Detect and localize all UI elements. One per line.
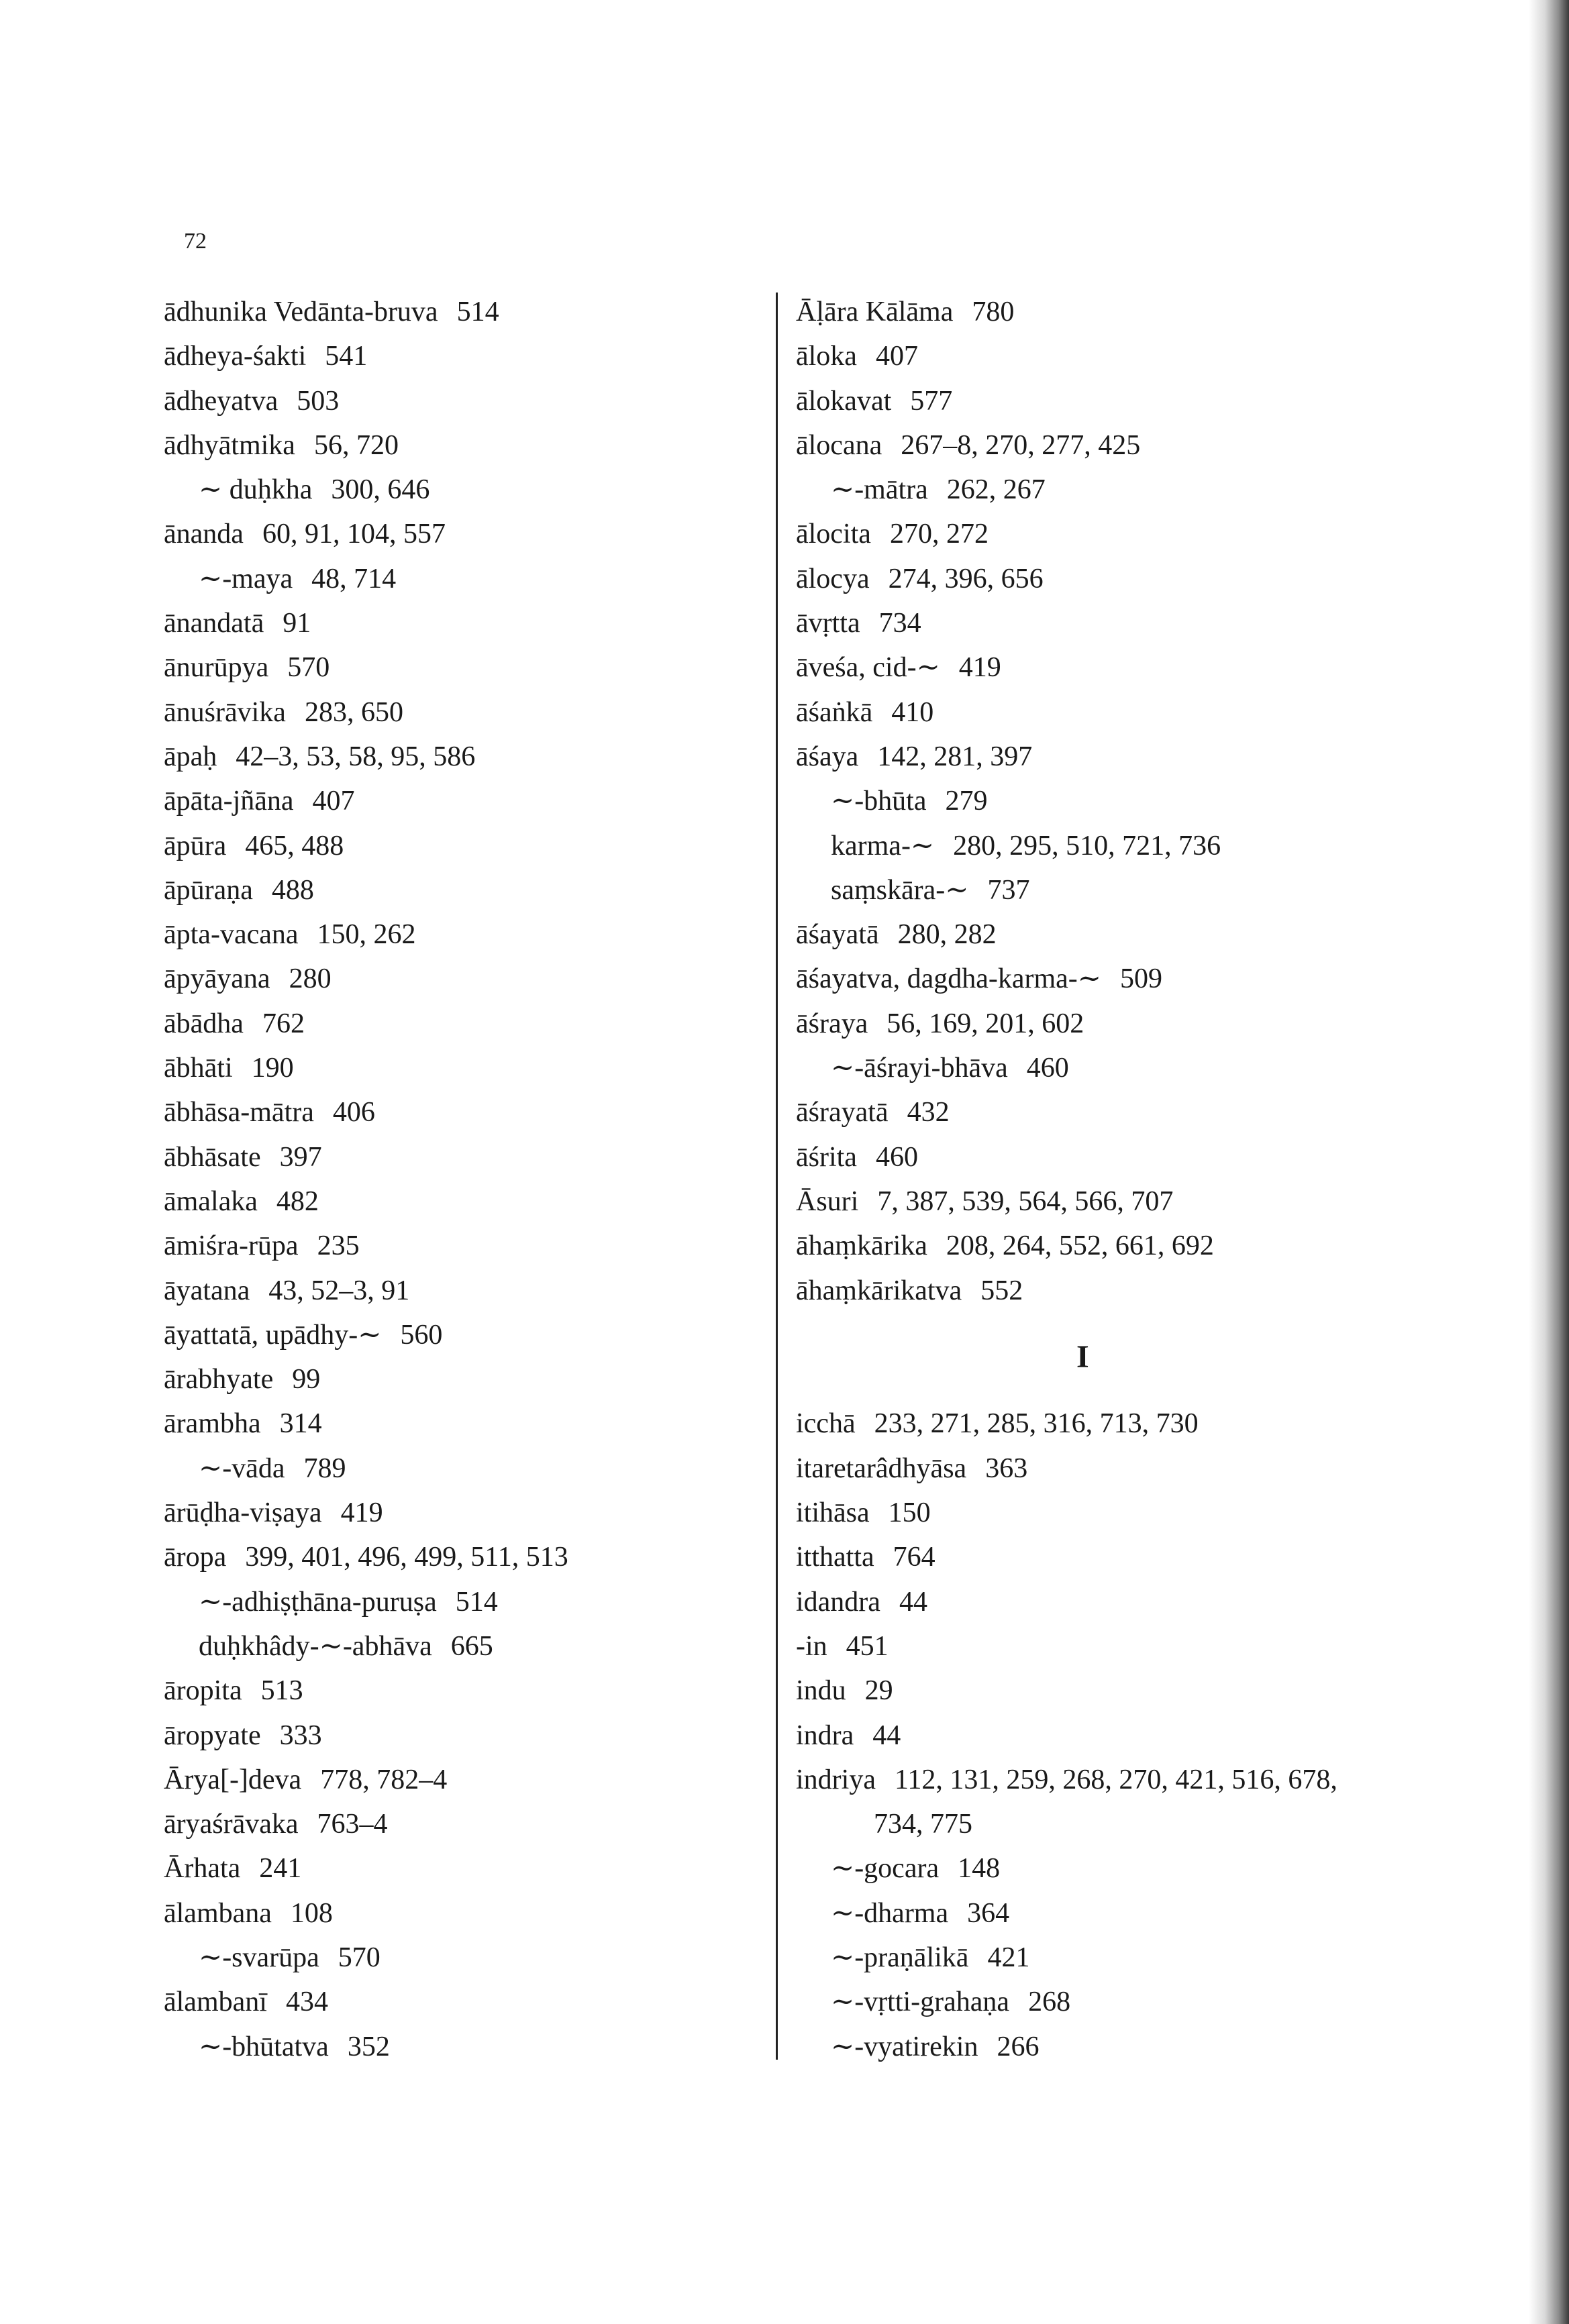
index-entry — [796, 1269, 1400, 1313]
column-divider — [776, 293, 778, 2060]
index-entry — [164, 645, 768, 690]
index-subentry — [796, 1936, 1400, 1980]
page-references: 763–4 — [317, 1809, 388, 1840]
index-term: ānandatā — [164, 608, 264, 639]
page-references: 419 — [958, 652, 1001, 684]
index-term: icchā — [796, 1408, 856, 1440]
page-references: 241 — [259, 1853, 302, 1885]
page-references: 150 — [888, 1497, 931, 1529]
index-entry — [164, 1269, 768, 1313]
page-references: 142, 281, 397 — [877, 741, 1033, 772]
page-references: 407 — [312, 786, 355, 817]
index-term: ālocya — [796, 563, 870, 594]
index-term: ādheya-śakti — [164, 341, 307, 372]
index-term: āropa — [164, 1542, 227, 1573]
index-entry — [796, 690, 1400, 735]
index-entry — [796, 1135, 1400, 1179]
page-references: 399, 401, 496, 499, 511, 513 — [245, 1542, 568, 1573]
page-references: 352 — [347, 2031, 390, 2062]
index-entry — [164, 1846, 768, 1891]
index-subentry — [796, 1980, 1400, 2024]
index-entry — [164, 1802, 768, 1846]
page-references: 434 — [285, 1987, 328, 2018]
index-subentry — [164, 1580, 768, 1624]
page-references: 410 — [891, 696, 934, 728]
index-entry — [796, 645, 1400, 690]
index-entry — [796, 912, 1400, 957]
page-references: 279 — [945, 786, 988, 817]
index-subentry — [796, 779, 1400, 823]
page-references: 91 — [283, 608, 311, 639]
page-references: 514 — [455, 1586, 498, 1618]
index-entry — [796, 1002, 1400, 1046]
index-entry — [164, 1713, 768, 1758]
page-references: 570 — [338, 1942, 381, 1973]
page-references: 460 — [1026, 1053, 1069, 1084]
index-term: ∼-bhūtatva — [199, 2031, 329, 2062]
index-entry — [796, 957, 1400, 1001]
index-subentry — [796, 1046, 1400, 1090]
page-references: 764 — [893, 1542, 935, 1573]
page-references: 314 — [279, 1408, 322, 1440]
index-term: itthatta — [796, 1542, 874, 1573]
page-references: 552 — [980, 1275, 1023, 1306]
page-references: 406 — [332, 1097, 375, 1128]
index-entry — [164, 1669, 768, 1713]
page-references: 482 — [276, 1185, 319, 1217]
index-entry — [164, 735, 768, 779]
index-term: āvṛtta — [796, 608, 860, 639]
page-references: 108 — [290, 1897, 333, 1929]
index-term: āmiśra-rūpa — [164, 1230, 299, 1262]
index-term: ālokavat — [796, 385, 892, 417]
page-references: 577 — [910, 385, 953, 417]
index-subentry — [164, 557, 768, 601]
page-references: 421 — [987, 1942, 1030, 1973]
page-references: 56, 169, 201, 602 — [887, 1008, 1084, 1039]
index-entry — [796, 423, 1400, 468]
index-entry — [796, 601, 1400, 645]
index-term: Āḷāra Kālāma — [796, 297, 954, 327]
index-term: duḥkhâdy-∼-abhāva — [199, 1630, 432, 1662]
page-references: 560 — [400, 1319, 443, 1351]
page-references: 56, 720 — [313, 429, 399, 461]
index-entry — [164, 690, 768, 735]
page-references: 432 — [907, 1097, 950, 1128]
index-entry — [796, 1713, 1400, 1758]
index-term: ∼-gocara — [831, 1853, 940, 1885]
index-term: āśayatā — [796, 919, 879, 951]
index-term: ārūḍha-viṣaya — [164, 1497, 322, 1529]
page-references: 541 — [325, 341, 368, 372]
index-entry — [164, 868, 768, 912]
index-entry — [796, 290, 1400, 334]
index-term: ānuśrāvika — [164, 696, 286, 728]
index-term: āmalaka — [164, 1185, 258, 1217]
index-term: āpta-vacana — [164, 919, 299, 951]
page-references: 333 — [279, 1720, 322, 1751]
index-entry — [164, 912, 768, 957]
index-term: āropyate — [164, 1720, 261, 1751]
index-entry — [796, 1224, 1400, 1268]
index-term: āpaḥ — [164, 741, 217, 772]
index-term: Ārhata — [164, 1853, 241, 1885]
index-term: āhaṃkārikatva — [796, 1275, 962, 1306]
index-subentry — [164, 468, 768, 512]
index-entry — [796, 1669, 1400, 1713]
index-term: ādhunika Vedānta-bruva — [164, 297, 438, 327]
index-term: āśrita — [796, 1141, 857, 1173]
index-term: ∼-bhūta — [831, 786, 927, 817]
page-number: 72 — [184, 229, 207, 254]
index-entry — [796, 557, 1400, 601]
index-entry — [164, 1980, 768, 2024]
index-entry — [164, 824, 768, 868]
index-entry — [164, 1179, 768, 1224]
index-subentry — [796, 2025, 1400, 2069]
index-entry — [796, 512, 1400, 556]
index-term: ∼-vṛtti-grahaṇa — [831, 1987, 1010, 2018]
index-term: Āsuri — [796, 1185, 859, 1217]
index-entry — [796, 1090, 1400, 1134]
index-entry — [164, 601, 768, 645]
index-term: saṃskāra-∼ — [831, 874, 969, 906]
page-references: 29 — [864, 1675, 893, 1707]
index-term: āloka — [796, 341, 857, 372]
index-entry — [164, 1313, 768, 1357]
index-term: āhaṃkārika — [796, 1230, 927, 1262]
index-term: indra — [796, 1720, 854, 1751]
index-term: ∼-dharma — [831, 1897, 949, 1929]
index-entry — [164, 1402, 768, 1446]
index-term: ānanda — [164, 519, 244, 550]
index-entry — [164, 957, 768, 1001]
page-references: 7, 387, 539, 564, 566, 707 — [877, 1185, 1174, 1217]
page-references: 407 — [875, 341, 918, 372]
index-entry — [796, 1624, 1400, 1669]
index-term: ∼-āśrayi-bhāva — [831, 1053, 1008, 1084]
index-entry — [164, 334, 768, 378]
page-references: 737 — [987, 874, 1030, 906]
page-references: 780 — [972, 297, 1015, 327]
page-references: 99 — [292, 1364, 321, 1395]
page-references: 283, 650 — [304, 696, 403, 728]
page-references: 397 — [279, 1141, 322, 1173]
index-term: āśrayatā — [796, 1097, 889, 1128]
index-subentry — [796, 824, 1400, 868]
page-references: 190 — [251, 1053, 294, 1084]
index-term: ābhāsate — [164, 1141, 261, 1173]
index-subentry — [796, 468, 1400, 512]
page-references: 208, 264, 552, 661, 692 — [946, 1230, 1214, 1262]
index-term: āyatana — [164, 1275, 250, 1306]
index-term: āveśa, cid-∼ — [796, 652, 940, 684]
index-term: Ārya[-]deva — [164, 1764, 302, 1795]
page-references: 266 — [997, 2031, 1040, 2062]
page-references: 789 — [303, 1452, 346, 1484]
index-term: ābhāsa-mātra — [164, 1097, 314, 1128]
page-references: 112, 131, 259, 268, 270, 421, 516, 678, — [894, 1764, 1337, 1795]
page-references: 451 — [846, 1630, 889, 1662]
index-term: āryaśrāvaka — [164, 1809, 299, 1840]
index-entry — [796, 1535, 1400, 1579]
index-term: ādheyatva — [164, 385, 279, 417]
page-references: 274, 396, 656 — [888, 563, 1044, 594]
index-entry — [164, 1046, 768, 1090]
index-entry — [164, 423, 768, 468]
page-references: 513 — [260, 1675, 303, 1707]
index-term: idandra — [796, 1586, 880, 1618]
page-references: 509 — [1119, 963, 1162, 995]
index-entry — [164, 1891, 768, 1936]
page-references: 734, 775 — [874, 1809, 972, 1840]
page-references: 235 — [317, 1230, 360, 1262]
index-term: āyattatā, upādhy-∼ — [164, 1319, 382, 1351]
index-entry — [796, 1402, 1400, 1446]
page-references: 60, 91, 104, 557 — [262, 519, 446, 550]
page-references: 268 — [1028, 1987, 1071, 2018]
index-entry — [164, 1090, 768, 1134]
index-entry — [796, 735, 1400, 779]
page-references: 270, 272 — [889, 519, 989, 550]
index-term: ∼-praṇālikā — [831, 1942, 969, 1973]
index-subentry — [164, 2025, 768, 2069]
page-references: 150, 262 — [317, 919, 416, 951]
index-term: āśaṅkā — [796, 696, 873, 728]
index-entry — [164, 512, 768, 556]
index-term: ālambanī — [164, 1987, 267, 2018]
index-subentry — [796, 1846, 1400, 1891]
index-entry — [796, 1179, 1400, 1224]
index-entry — [164, 1491, 768, 1535]
page-references: 44 — [899, 1586, 927, 1618]
index-subentry — [796, 868, 1400, 912]
index-term: āśaya — [796, 741, 859, 772]
page-references: 43, 52–3, 91 — [268, 1275, 410, 1306]
index-entry — [164, 1002, 768, 1046]
index-subentry — [164, 1936, 768, 1980]
index-term: ārambha — [164, 1408, 261, 1440]
index-term: itihāsa — [796, 1497, 870, 1529]
page-references: 280, 295, 510, 721, 736 — [953, 830, 1221, 861]
index-term: āśraya — [796, 1008, 868, 1039]
index-term: ∼-adhiṣṭhāna-puruṣa — [199, 1586, 437, 1618]
page-references: 762 — [262, 1008, 305, 1039]
index-entry — [796, 1758, 1400, 1802]
page-references: 148 — [958, 1853, 1001, 1885]
page-references: 42–3, 53, 58, 95, 586 — [236, 741, 476, 772]
index-entry — [164, 1357, 768, 1402]
page-references: 364 — [967, 1897, 1010, 1929]
index-term: ∼-svarūpa — [199, 1942, 319, 1973]
index-term: -in — [796, 1630, 827, 1662]
page-references: 419 — [340, 1497, 383, 1529]
index-entry-continuation — [796, 1802, 1400, 1846]
index-term: ābādha — [164, 1008, 244, 1039]
index-term: āśayatva, dagdha-karma-∼ — [796, 963, 1101, 995]
index-term: itaretarâdhyāsa — [796, 1452, 967, 1484]
index-term: ∼-mātra — [831, 474, 928, 506]
page-references: 778, 782–4 — [320, 1764, 448, 1795]
page-edge-shadow — [1529, 0, 1569, 2324]
index-entry — [164, 1224, 768, 1268]
index-entry — [796, 1580, 1400, 1624]
page-references: 734 — [878, 608, 921, 639]
index-term: ārabhyate — [164, 1364, 274, 1395]
index-subentry — [796, 1891, 1400, 1936]
index-entry — [796, 334, 1400, 378]
index-subentry — [164, 1624, 768, 1669]
index-entry — [164, 1135, 768, 1179]
index-term: ālocita — [796, 519, 871, 550]
page-references: 460 — [875, 1141, 918, 1173]
index-entry — [164, 290, 768, 334]
page-references: 465, 488 — [245, 830, 344, 861]
index-entry — [164, 1535, 768, 1579]
index-entry — [796, 1446, 1400, 1491]
page-references: 262, 267 — [946, 474, 1046, 506]
index-term: āpyāyana — [164, 963, 270, 995]
index-subentry — [164, 1446, 768, 1491]
page-references: 233, 271, 285, 316, 713, 730 — [874, 1408, 1199, 1440]
index-term: āpāta-jñāna — [164, 786, 294, 817]
page-references: 665 — [450, 1630, 493, 1662]
index-term: āpūraṇa — [164, 874, 253, 906]
page-references: 503 — [297, 385, 340, 417]
index-entry — [164, 379, 768, 423]
index-term: āropita — [164, 1675, 242, 1707]
index-term: karma-∼ — [831, 830, 935, 861]
page-references: 280 — [289, 963, 332, 995]
page-references: 488 — [271, 874, 314, 906]
section-letter-heading: I — [1076, 1338, 1089, 1375]
index-entry — [796, 1491, 1400, 1535]
page-references: 44 — [872, 1720, 901, 1751]
index-entry — [164, 779, 768, 823]
page-references: 570 — [287, 652, 330, 684]
index-term: indu — [796, 1675, 846, 1707]
page-references: 300, 646 — [331, 474, 430, 506]
index-term: ālambana — [164, 1897, 272, 1929]
index-term: ∼-vyatirekin — [831, 2031, 978, 2062]
index-term: ∼ duḥkha — [199, 474, 313, 506]
page-references: 514 — [456, 297, 499, 327]
index-term: ∼-maya — [199, 563, 293, 594]
page-references: 48, 714 — [311, 563, 397, 594]
index-term: ālocana — [796, 429, 882, 461]
index-entry — [796, 379, 1400, 423]
page-references: 267–8, 270, 277, 425 — [901, 429, 1141, 461]
index-term: āpūra — [164, 830, 227, 861]
index-term: ∼-vāda — [199, 1452, 285, 1484]
page-references: 280, 282 — [897, 919, 997, 951]
index-term: ādhyātmika — [164, 429, 295, 461]
index-column-right — [796, 290, 1400, 2069]
index-term: ānurūpya — [164, 652, 269, 684]
page-references: 363 — [985, 1452, 1028, 1484]
index-term: ābhāti — [164, 1053, 233, 1084]
index-column-left — [164, 290, 768, 2069]
index-entry — [164, 1758, 768, 1802]
index-term: indriya — [796, 1764, 876, 1795]
